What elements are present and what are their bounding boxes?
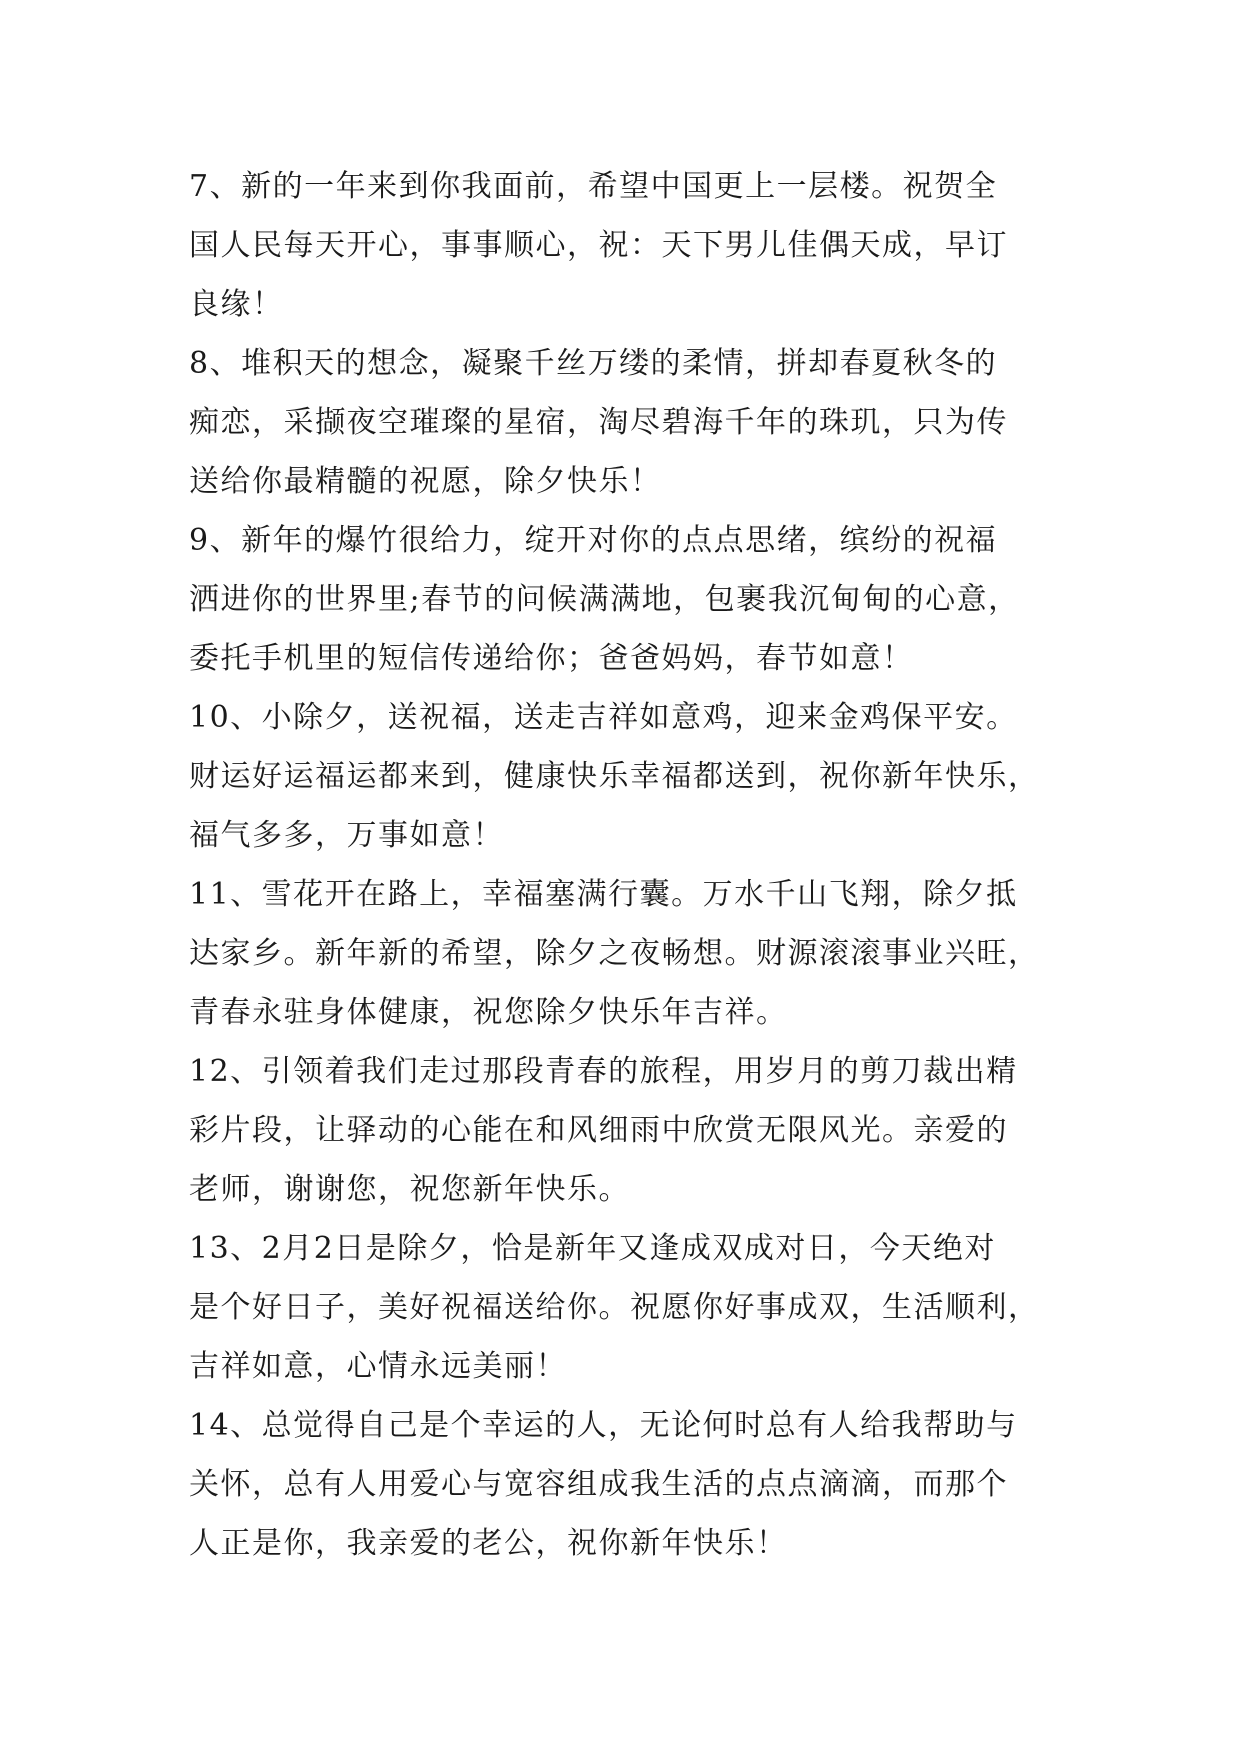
text-line: 12、引领着我们走过那段青春的旅程，用岁月的剪刀裁出精: [189, 1054, 1018, 1089]
entry-14: [189, 1396, 1069, 1573]
text-line: 送给你最精髓的祝愿，除夕快乐！: [189, 464, 662, 499]
text-line: 财运好运福运都来到，健康快乐幸福都送到，祝你新年快乐，: [189, 759, 1040, 794]
text-line: 关怀，总有人用爱心与宽容组成我生活的点点滴滴，而那个: [189, 1467, 1008, 1502]
entry-9: [189, 511, 1069, 688]
text-line: 是个好日子，美好祝福送给你。祝愿你好事成双，生活顺利，: [189, 1290, 1040, 1325]
text-line: 彩片段，让驿动的心能在和风细雨中欣赏无限风光。亲爱的: [189, 1113, 1008, 1148]
text-line: 13、2月2日是除夕，恰是新年又逢成双成对日，今天绝对: [189, 1231, 996, 1266]
entry-13: [189, 1219, 1069, 1396]
entry-7: [189, 157, 1069, 334]
text-line: 吉祥如意，心情永远美丽！: [189, 1349, 567, 1384]
text-line: 8、堆积天的想念，凝聚千丝万缕的柔情，拼却春夏秋冬的: [189, 346, 998, 381]
text-line: 痴恋，采撷夜空璀璨的星宿，淘尽碧海千年的珠玑，只为传: [189, 405, 1008, 440]
document-body: [189, 157, 1069, 1573]
text-line: 7、新的一年来到你我面前，希望中国更上一层楼。祝贺全: [189, 169, 998, 204]
text-line: 洒进你的世界里;春节的问候满满地，包裹我沉甸甸的心意，: [189, 582, 1020, 617]
text-line: 良缘！: [189, 287, 284, 322]
text-line: 达家乡。新年新的希望，除夕之夜畅想。财源滚滚事业兴旺，: [189, 936, 1040, 971]
text-line: 国人民每天开心，事事顺心，祝：天下男儿佳偶天成，早订: [189, 228, 1008, 263]
text-line: 11、雪花开在路上，幸福塞满行囊。万水千山飞翔，除夕抵: [189, 877, 1018, 912]
entry-8: [189, 334, 1069, 511]
text-line: 9、新年的爆竹很给力，绽开对你的点点思绪，缤纷的祝福: [189, 523, 998, 558]
text-line: 人正是你，我亲爱的老公，祝你新年快乐！: [189, 1526, 788, 1561]
text-line: 委托手机里的短信传递给你；爸爸妈妈，春节如意！: [189, 641, 914, 676]
text-line: 10、小除夕，送祝福，送走吉祥如意鸡，迎来金鸡保平安。: [189, 700, 1018, 735]
entry-12: [189, 1042, 1069, 1219]
text-line: 青春永驻身体健康，祝您除夕快乐年吉祥。: [189, 995, 788, 1030]
text-line: 老师，谢谢您，祝您新年快乐。: [189, 1172, 630, 1207]
text-line: 福气多多，万事如意！: [189, 818, 504, 853]
entry-10: [189, 688, 1069, 865]
text-line: 14、总觉得自己是个幸运的人，无论何时总有人给我帮助与: [189, 1408, 1018, 1443]
entry-11: [189, 865, 1069, 1042]
